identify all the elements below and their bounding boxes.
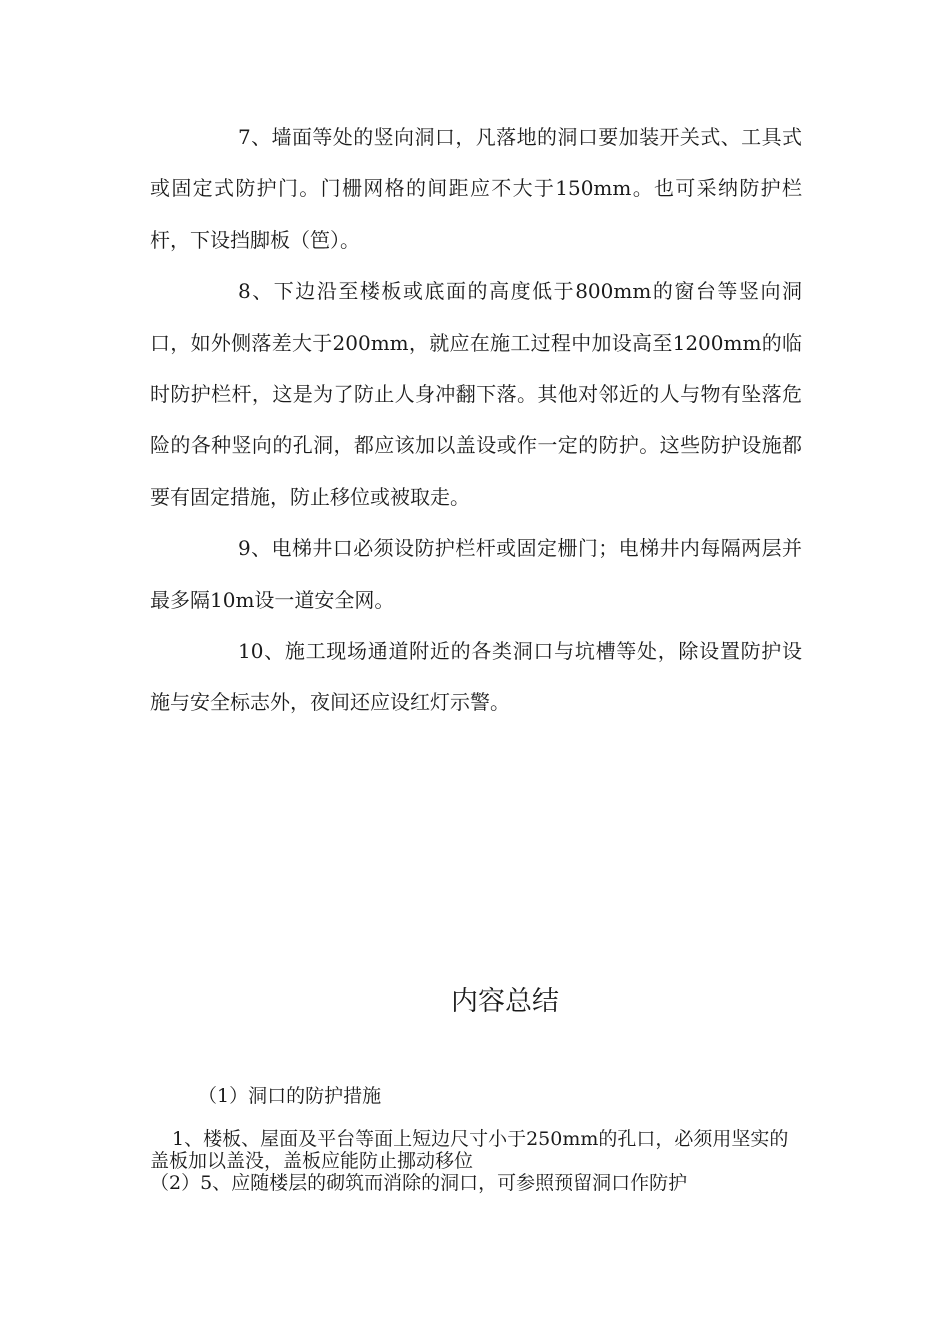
summary-item-2: （2）5、应随楼层的砌筑而消除的洞口，可参照预留洞口作防护 — [150, 1172, 688, 1194]
paragraph-8: 8、下边沿至楼板或底面的高度低于800mm的窗台等竖向洞口，如外侧落差大于200mm，就应在施工过程中加设高至1200mm的临时防护栏杆，这是为了防止人身冲翻下落。其他对邻近的人与物有坠落危险的各种竖向的孔洞，都应该加以盖设或作一定的防护。这些防护设施都要有固定措施，防止移位或被取走。 — [150, 279, 802, 509]
paragraph-9: 9、电梯井口必须设防护栏杆或固定栅门；电梯井内每隔两层并最多隔10m设一道安全网。 — [150, 536, 802, 612]
summary-title: 内容总结 — [451, 986, 559, 1017]
paragraph-10: 10、施工现场通道附近的各类洞口与坑槽等处，除设置防护设施与安全标志外，夜间还应设红灯示警。 — [150, 639, 802, 715]
summary-body — [150, 1128, 802, 1194]
body-text — [150, 112, 802, 729]
summary-heading: （1）洞口的防护措施 — [198, 1085, 382, 1107]
summary-item-1: 1、楼板、屋面及平台等面上短边尺寸小于250mm的孔口，必须用坚实的盖板加以盖没，盖板应能防止挪动移位 — [150, 1128, 789, 1172]
paragraph-7: 7、墙面等处的竖向洞口，凡落地的洞口要加装开关式、工具式或固定式防护门。门栅网格的间距应不大于150mm。也可采纳防护栏杆，下设挡脚板（笆）。 — [150, 125, 802, 252]
